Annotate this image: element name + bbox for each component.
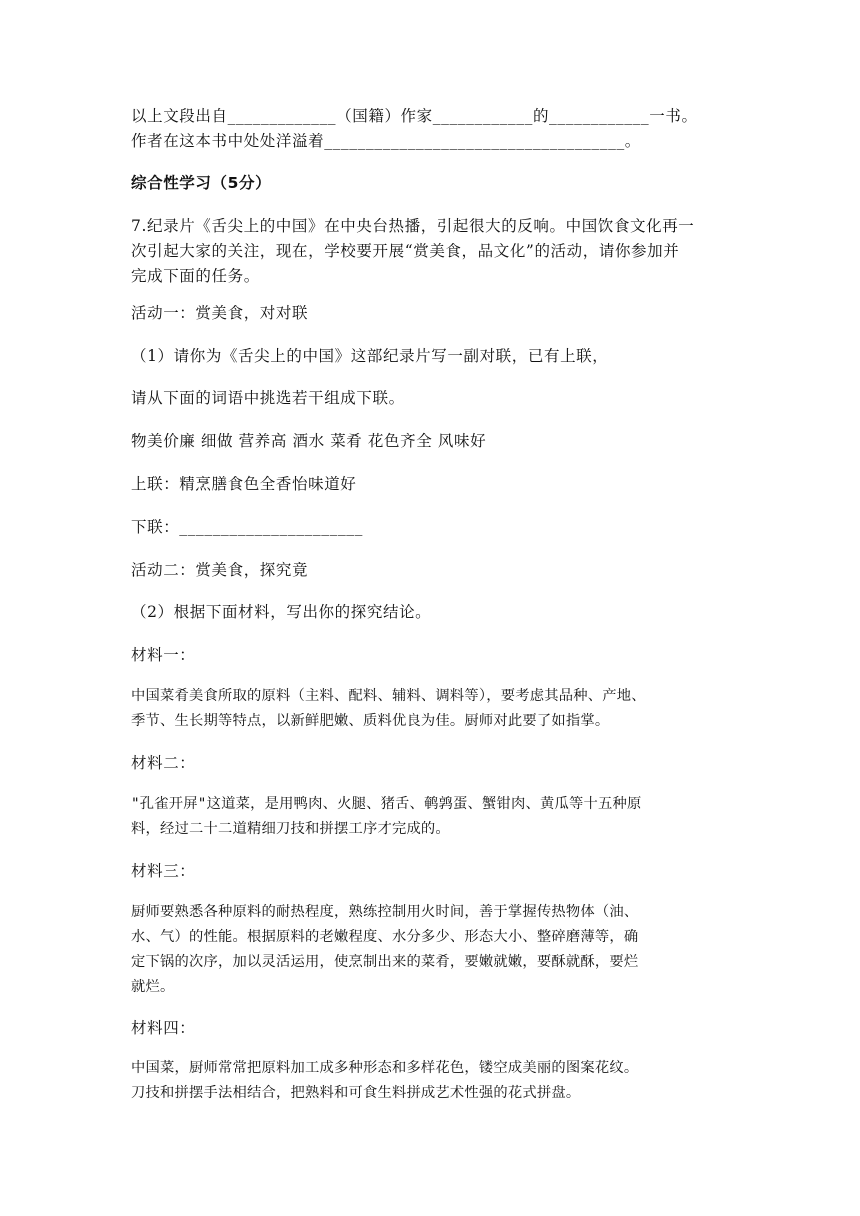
material-1-title: 材料一： (131, 646, 196, 664)
sub-question-2: （2）根据下面材料，写出你的探究结论。 (131, 603, 432, 621)
material-2-line-2: 料，经过二十二道精细刀技和拼摆工序才完成的。 (131, 821, 450, 837)
material-2-title: 材料二： (131, 754, 196, 772)
material-3-line-4: 就烂。 (131, 979, 175, 995)
material-4-line-1: 中国菜，厨师常常把原料加工成多种形态和多样花色，镂空成美丽的图案花纹。 (131, 1060, 639, 1076)
source-fill-blank-line: 以上文段出自_____________（国籍）作家____________的____________一书。 (131, 107, 698, 125)
material-4-title: 材料四： (131, 1019, 196, 1037)
question-7-line-2: 次引起大家的关注，现在，学校要开展“赏美食，品文化”的活动，请你参加并 (131, 242, 680, 260)
material-3-line-2: 水、气）的性能。根据原料的老嫩程度、水分多少、形态大小、整碎磨薄等，确 (131, 929, 639, 945)
material-3-line-3: 定下锅的次序，加以灵活运用，使烹制出来的菜肴，要嫩就嫩，要酥就酥，要烂 (131, 954, 639, 970)
material-1-line-2: 季节、生长期等特点，以新鲜肥嫩、质料优良为佳。厨师对此要了如指掌。 (131, 713, 610, 729)
question-7-line-1: 7.纪录片《舌尖上的中国》在中央台热播，引起很大的反响。中国饮食文化再一 (131, 217, 695, 235)
lower-couplet-blank: 下联：______________________ (131, 518, 363, 536)
upper-couplet: 上联：精烹膳食色全香怡味道好 (131, 475, 357, 493)
material-4-line-2: 刀技和拼摆手法相结合，把熟料和可食生料拼成艺术性强的花式拼盘。 (131, 1085, 581, 1101)
material-3-title: 材料三： (131, 862, 196, 880)
word-choices: 物美价廉 细做 营养高 酒水 菜肴 花色齐全 风味好 (131, 432, 487, 450)
theme-fill-blank-line: 作者在这本书中处处洋溢着____________________________________。 (131, 132, 641, 150)
activity-1-heading: 活动一：赏美食，对对联 (131, 304, 309, 322)
material-3-line-1: 厨师要熟悉各种原料的耐热程度，熟练控制用火时间，善于掌握传热物体（油、 (131, 904, 639, 920)
sub-question-1-instruction: 请从下面的词语中挑选若干组成下联。 (131, 389, 405, 407)
material-2-line-1: "孔雀开屏"这道菜，是用鸭肉、火腿、猪舌、鹌鹑蛋、蟹钳肉、黄瓜等十五种原 (131, 796, 642, 812)
material-1-line-1: 中国菜肴美食所取的原料（主料、配料、辅料、调料等），要考虑其品种、产地、 (131, 688, 646, 704)
question-7-line-3: 完成下面的任务。 (131, 267, 260, 285)
sub-question-1: （1）请你为《舌尖上的中国》这部纪录片写一副对联，已有上联， (131, 347, 609, 365)
activity-2-heading: 活动二：赏美食，探究竟 (131, 561, 309, 579)
section-title: 综合性学习（5分） (131, 174, 272, 192)
